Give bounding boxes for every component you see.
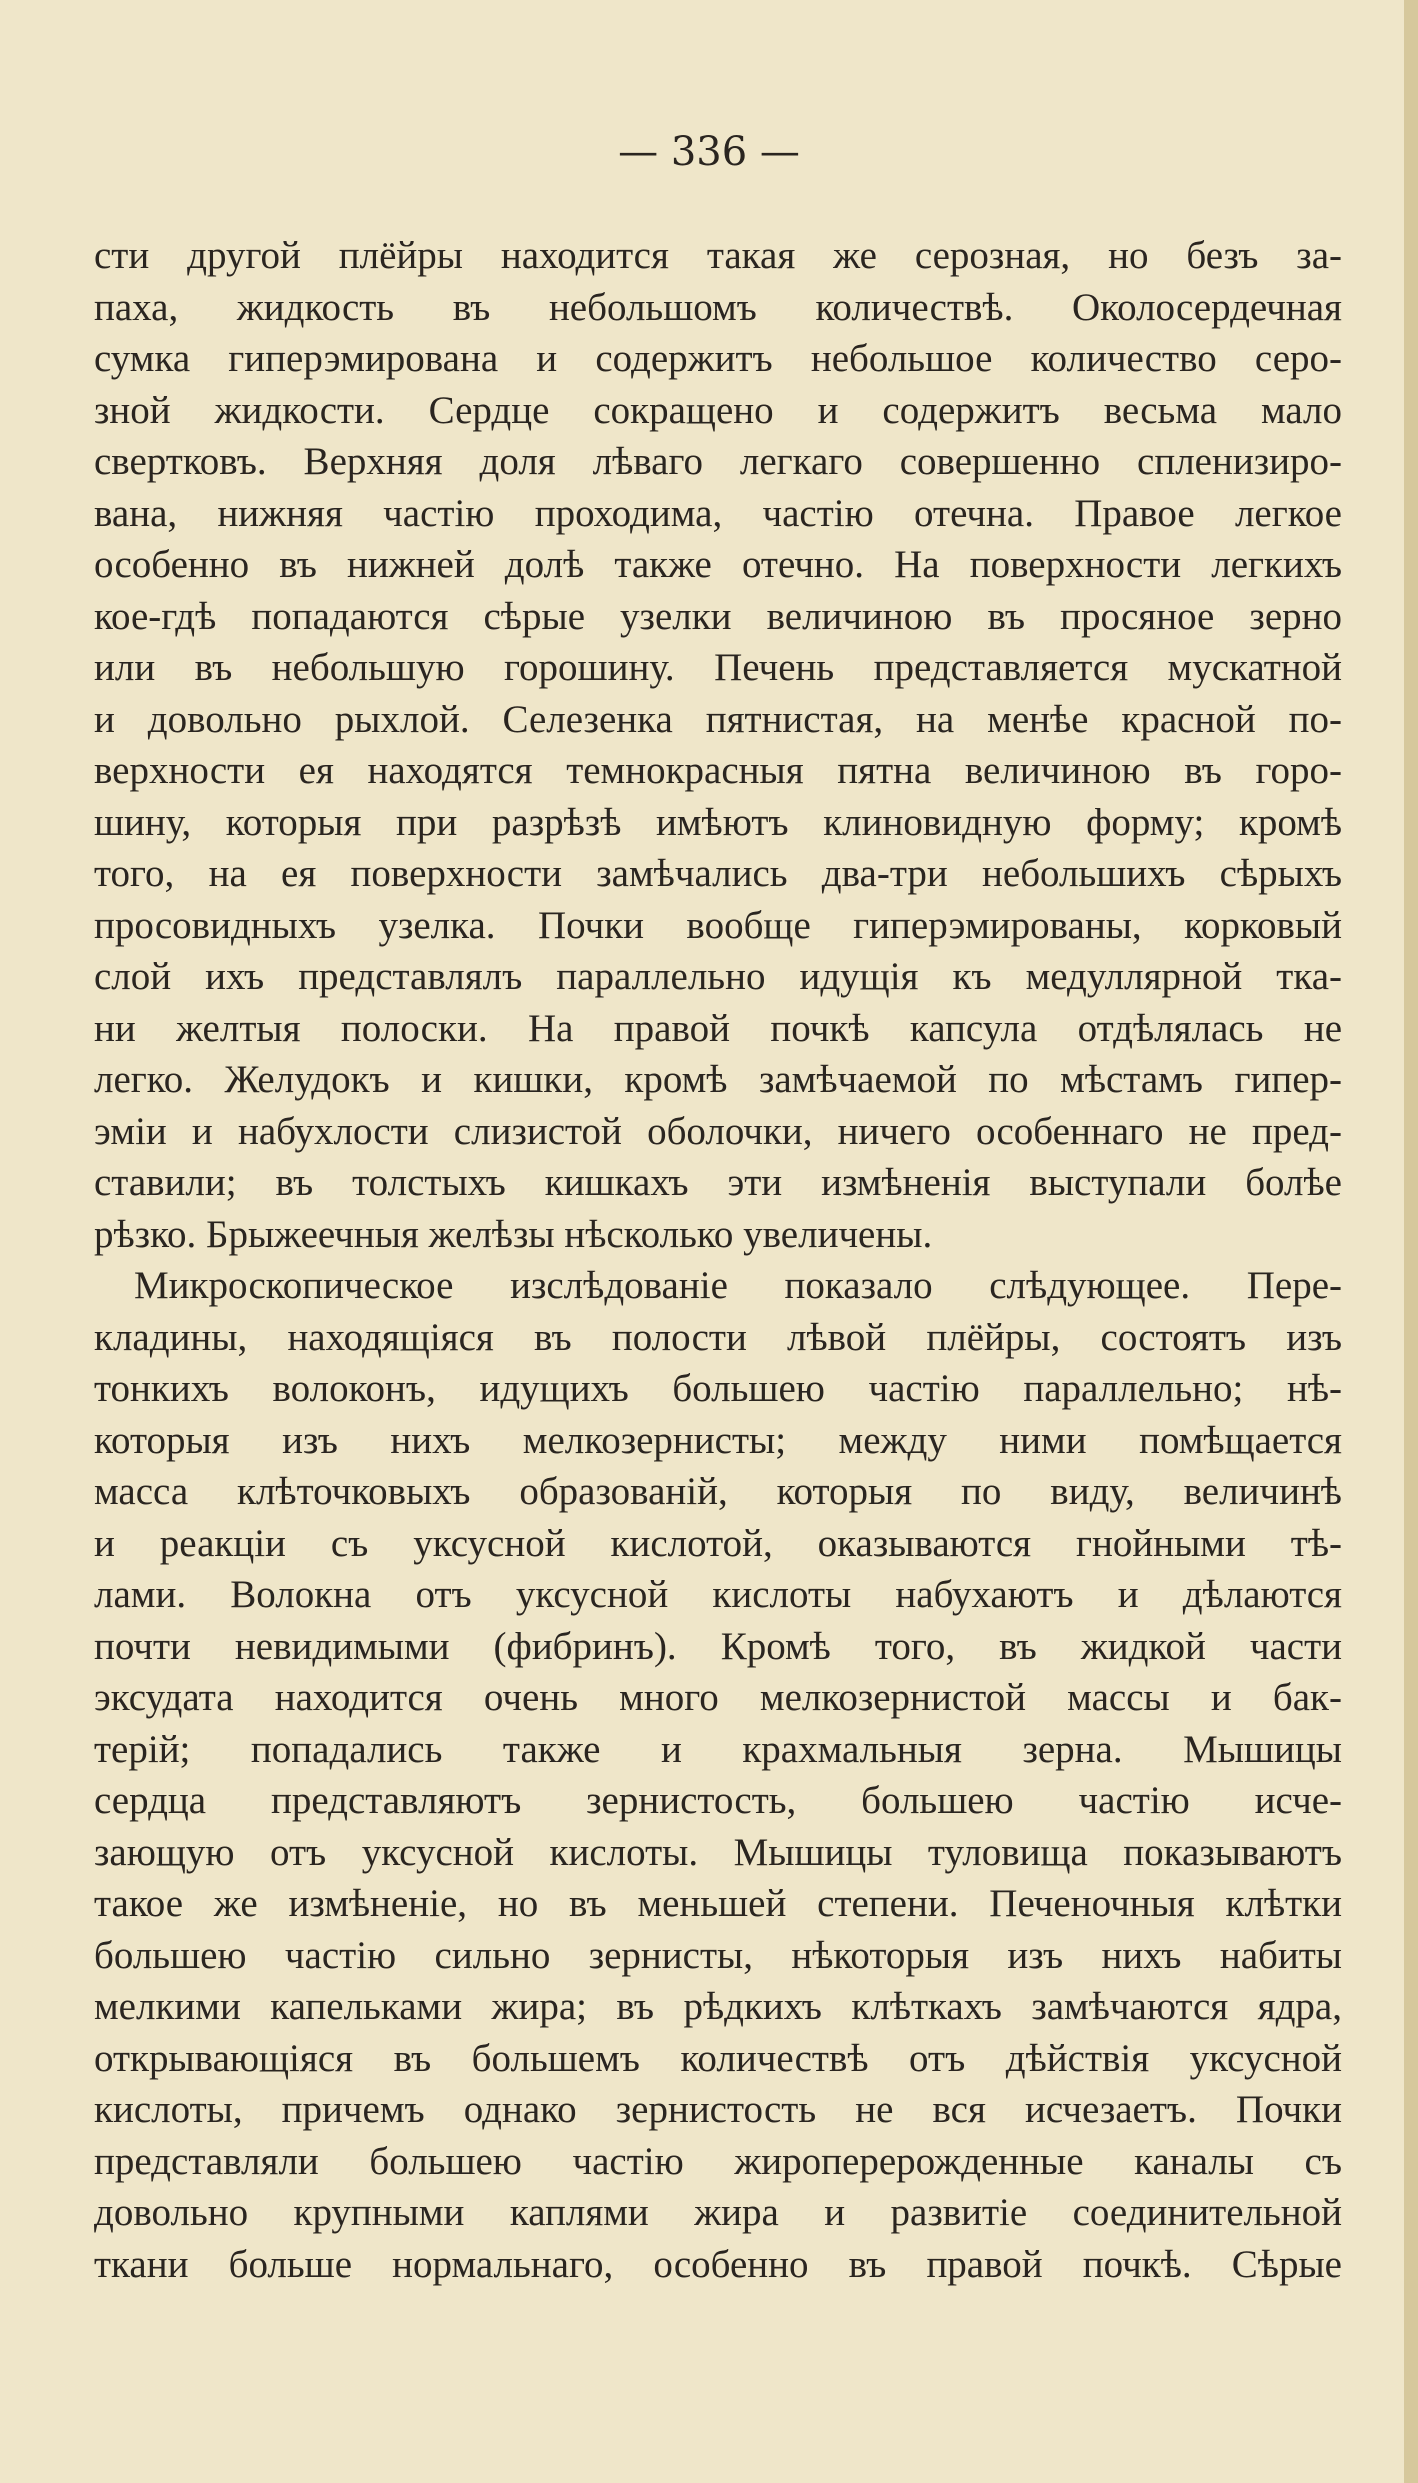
text-line: зной жидкости. Сердце сокращено и содержитъ весьма мало [94,388,1342,432]
body-text [94,230,1342,2290]
text-line: зающую отъ уксусной кислоты. Мышицы туловища показываютъ [94,1830,1342,1874]
text-line: свертковъ. Верхняя доля лѣваго легкаго совершенно спленизиро- [94,440,1342,483]
text-line: верхности ея находятся темнокрасныя пятна величиною въ горо- [94,749,1342,792]
text-line: просовидныхъ узелка. Почки вообще гиперэмированы, корковый [94,903,1342,947]
text-line: представляли большею частію жироперерожденные каналы съ [94,2139,1342,2183]
text-line: шину, которыя при разрѣзѣ имѣютъ клиновидную форму; кромѣ [94,800,1342,844]
page-number: — 336 — [618,129,800,175]
text-line: лами. Волокна отъ уксусной кислоты набухаютъ и дѣлаются [94,1573,1342,1616]
text-line: сти другой плёйры находится такая же серозная, но безъ за- [94,234,1342,277]
text-line: почти невидимыми (фибринъ). Кромѣ того, въ жидкой части [94,1624,1342,1668]
text-line: легко. Желудокъ и кишки, кромѣ замѣчаемой по мѣстамъ гипер- [94,1058,1342,1101]
text-line: сердца представляютъ зернистость, большею частію исче- [94,1779,1342,1822]
text-line: кислоты, причемъ однако зернистость не вся исчезаетъ. Почки [94,2088,1342,2131]
paragraph-end-line: рѣзко. Брыжеечныя желѣзы нѣсколько увеличены. [94,1212,933,1256]
text-line: паха, жидкость въ небольшомъ количествѣ. Околосердечная [94,285,1342,329]
text-line: кое-гдѣ попадаются сѣрые узелки величиною въ просяное зерно [94,594,1342,638]
text-line: открывающіяся въ большемъ количествѣ отъ дѣйствія уксусной [94,2036,1342,2080]
text-line: того, на ея поверхности замѣчались два-три небольшихъ сѣрыхъ [94,852,1342,895]
text-line: эміи и набухлости слизистой оболочки, ничего особеннаго не пред- [94,1109,1342,1153]
text-line: и довольно рыхлой. Селезенка пятнистая, на менѣе красной по- [94,697,1342,741]
text-line: слой ихъ представлялъ параллельно идущія къ медуллярной тка- [94,955,1342,998]
text-line: мелкими капельками жира; въ рѣдкихъ клѣткахъ замѣчаются ядра, [94,1985,1342,2028]
text-line: ставили; въ толстыхъ кишкахъ эти измѣненія выступали болѣе [94,1161,1342,1204]
text-line: масса клѣточковыхъ образованій, которыя по виду, величинѣ [94,1470,1342,1513]
text-line: тонкихъ волоконъ, идущихъ большею частію параллельно; нѣ- [94,1367,1342,1410]
text-line: ни желтыя полоски. На правой почкѣ капсула отдѣлялась не [94,1006,1342,1050]
text-line: или въ небольшую горошину. Печень представляется мускатной [94,646,1342,689]
text-line: эксудата находится очень много мелкозернистой массы и бак- [94,1676,1342,1719]
text-line: большею частію сильно зернисты, нѣкоторыя изъ нихъ набиты [94,1933,1342,1977]
text-line: и реакціи съ уксусной кислотой, оказываются гнойными тѣ- [94,1521,1342,1565]
paragraph-start-line: Микроскопическое изслѣдованіе показало слѣдующее. Пере- [134,1264,1342,1307]
text-line: вана, нижняя частію проходима, частію отечна. Правое легкое [94,491,1342,535]
text-line: терій; попадались также и крахмальныя зерна. Мышицы [94,1727,1342,1771]
text-line: такое же измѣненіе, но въ меньшей степени. Печеночныя клѣтки [94,1882,1342,1925]
text-line: которыя изъ нихъ мелкозернисты; между ними помѣщается [94,1418,1342,1462]
text-line: особенно въ нижней долѣ также отечно. На поверхности легкихъ [94,543,1342,586]
text-line: ткани больше нормальнаго, особенно въ правой почкѣ. Сѣрые [94,2242,1342,2286]
text-line: сумка гиперэмирована и содержитъ небольшое количество серо- [94,337,1342,380]
text-line: кладины, находящіяся въ полости лѣвой плёйры, состоятъ изъ [94,1315,1342,1359]
page-edge [1404,0,1418,2483]
text-line: довольно крупными каплями жира и развитіе соединительной [94,2191,1342,2234]
